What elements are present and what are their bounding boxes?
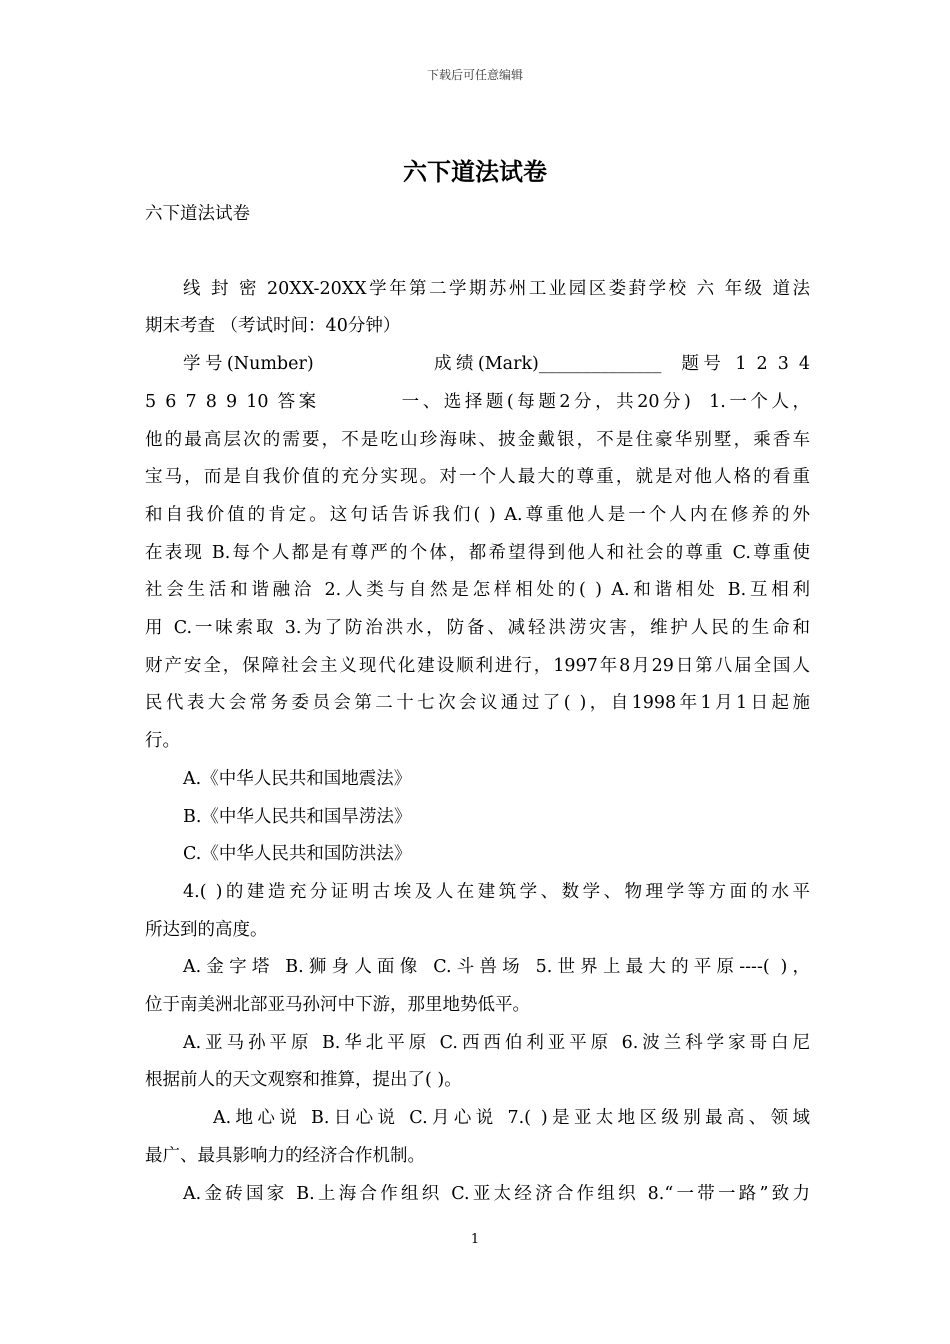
q3-option-b: B.《中华人民共和国旱涝法》 <box>183 806 412 827</box>
document-title: 六下道法试卷 <box>403 157 547 186</box>
exam-header-line-2: 期末考查 （考试时间：40分钟） <box>145 316 401 337</box>
exam-header-line-1: 线 封 密 20XX-20XX学年第二学期苏州工业园区娄葑学校 六 年级 道法 <box>183 278 810 299</box>
intro-line-1: 学号(Number) 成绩(Mark)______________ 题号 1 2 3 4 <box>183 354 810 375</box>
q4-options-line-2: 位于南美洲北部亚马孙河中下游，那里地势低平。 <box>145 995 530 1016</box>
q3-option-a: A.《中华人民共和国地震法》 <box>183 768 412 789</box>
subtitle: 六下道法试卷 <box>145 204 250 224</box>
intro-line-7: 社会生活和谐融洽 2.人类与自然是怎样相处的( ) A.和谐相处 B.互相利 <box>145 580 810 601</box>
q5-options-line-1: A.亚马孙平原 B.华北平原 C.西西伯利亚平原 6.波兰科学家哥白尼 <box>183 1032 810 1053</box>
q6-options-line-1: A.地心说 B.日心说 C.月心说 7.( )是亚太地区级别最高、领域 <box>213 1108 810 1129</box>
intro-line-5: 和自我价值的肯定。这句话告诉我们( ) A.尊重他人是一个人内在修养的外 <box>145 504 810 525</box>
intro-line-3: 他的最高层次的需要，不是吃山珍海味、披金戴银，不是住豪华别墅，乘香车 <box>145 429 810 450</box>
intro-line-11: 行。 <box>145 731 180 752</box>
q7-options-line-1: A.金砖国家 B.上海合作组织 C.亚太经济合作组织 8.“一带一路”致力 <box>183 1183 810 1204</box>
q4-line-2: 所达到的高度。 <box>145 919 268 940</box>
q4-options-line-1: A.金字塔 B.狮身人面像 C.斗兽场 5.世界上最大的平原----( )， <box>183 957 810 978</box>
intro-line-8: 用 C.一味索取 3.为了防治洪水，防备、减轻洪涝灾害，维护人民的生命和 <box>145 618 810 639</box>
q4-line-1: 4.( )的建造充分证明古埃及人在建筑学、数学、物理学等方面的水平 <box>183 881 810 902</box>
intro-line-4: 宝马，而是自我价值的充分实现。对一个人最大的尊重，就是对他人格的看重 <box>145 467 810 488</box>
q3-option-c: C.《中华人民共和国防洪法》 <box>183 844 412 865</box>
header-note: 下载后可任意编辑 <box>426 68 523 82</box>
q5-options-line-2: 根据前人的天文观察和推算，提出了( )。 <box>145 1070 462 1091</box>
intro-line-9: 财产安全，保障社会主义现代化建设顺利进行，1997年8月29日第八届全国人 <box>145 655 810 676</box>
document-body <box>145 196 810 1213</box>
page-number: 1 <box>470 1232 480 1247</box>
q6-options-line-2: 最广、最具影响力的经济合作机制。 <box>145 1145 425 1166</box>
intro-line-2: 5 6 7 8 9 10 答案 一、选择题(每题2分，共20分) 1.一个人， <box>145 391 810 412</box>
intro-line-10: 民代表大会常务委员会第二十七次会议通过了( )，自1998年1月1日起施 <box>145 693 810 714</box>
intro-line-6: 在表现 B.每个人都是有尊严的个体，都希望得到他人和社会的尊重 C.尊重使 <box>145 542 810 563</box>
spacer <box>145 234 810 271</box>
